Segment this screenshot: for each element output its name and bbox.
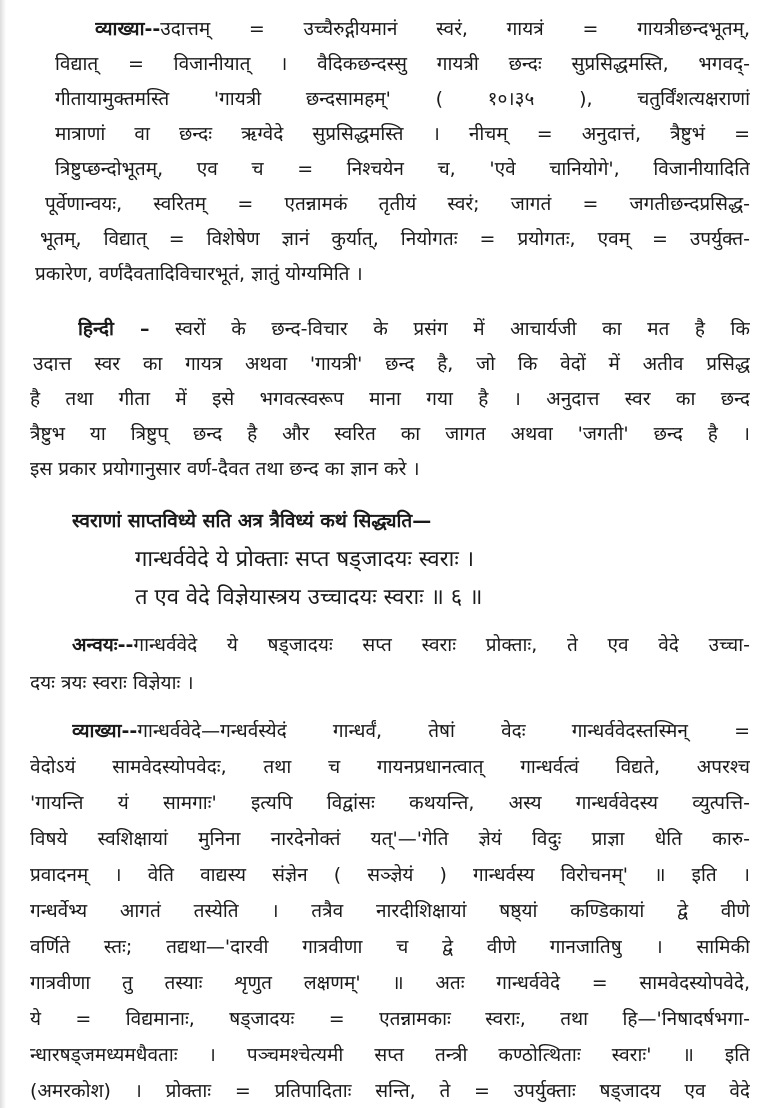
text-line: हिन्दी – स्वरों के छन्द-विचार के प्रसंग में आचार्यजी का मत है कि xyxy=(78,318,750,340)
text-line: प्रकारेण, वर्णदैवतादिविचारभूतं, ज्ञातुं योग्यमिति । xyxy=(35,263,363,285)
text-line: अन्वयः--गान्धर्ववेदे ये षड्जादयः सप्त स्वराः प्रोक्ताः, ते एव वेदे उच्चा- xyxy=(72,634,750,656)
text-line: वेदोऽयं सामवेदस्योपवेदः, तथा च गायनप्रधानत्वात् गान्धर्वत्वं विद्यते, अपरश्च xyxy=(30,756,750,778)
text-line: उदात्त स्वर का गायत्र अथवा 'गायत्री' छन्द है, जो कि वेदों में अतीव प्रसिद्ध xyxy=(33,353,750,375)
text-line: विद्यात् = विजानीयात् । वैदिकछन्दस्सु गायत्री छन्दः सुप्रसिद्धमस्ति, भगवद्- xyxy=(55,53,750,75)
section-label: व्याख्या-- xyxy=(95,18,161,40)
text-line: (अमरकोश) । प्रोक्ताः = प्रतिपादिताः सन्ति, ते = उपर्युक्ताः षड्जादय एव वेदे xyxy=(30,1080,750,1102)
text-line: व्याख्या--गान्धर्ववेदे—गन्धर्वस्येदं गान्धर्वं, तेषां वेदः गान्धर्ववेदस्तस्मिन् = xyxy=(72,720,750,742)
section-label: हिन्दी – xyxy=(78,318,150,340)
text-line: है तथा गीता में इसे भगवत्स्वरूप माना गया है । अनुदात्त स्वर का छन्द xyxy=(30,388,750,410)
text-line: प्रवादनम् । वेति वाद्यस्य संज्ञेन ( सञ्ज्ञेयं ) गान्धर्वस्य विरोचनम्' ॥ इति । xyxy=(30,864,750,886)
section-label: अन्वयः-- xyxy=(72,634,134,656)
verse-line: त एव वेदे विज्ञेयास्त्रय उच्चादयः स्वराः ॥ ६ ॥ xyxy=(135,585,483,610)
text-line: ये = विद्यमानाः, षड्जादयः = एतन्नामकाः स्वराः, तथा हि—'निषादर्षभगा- xyxy=(30,1008,750,1030)
text-line: इस प्रकार प्रयोगानुसार वर्ण-दैवत तथा छन्द का ज्ञान करे । xyxy=(30,458,420,480)
text-line: दयः त्रयः स्वराः विज्ञेयाः । xyxy=(30,672,194,694)
text-line: व्याख्या--उदात्तम् = उच्चैरुद्गीयमानं स्वरं, गायत्रं = गायत्रीछन्दभूतम्, xyxy=(95,18,750,40)
text-line: विषये स्वशिक्षायां मुनिना नारदेनोक्तं यत्'—'गेति ज्ञेयं विदुः प्राज्ञा धेति कारु- xyxy=(30,828,750,850)
text-line: त्रैष्टुभ या त्रिष्टुप् छन्द है और स्वरित का जागत अथवा 'जगती' छन्द है । xyxy=(30,423,750,445)
text-line: वर्णिते स्तः; तद्यथा—'दारवी गात्रवीणा च द्वे वीणे गानजातिषु । सामिकी xyxy=(30,936,750,958)
text-line: गात्रवीणा तु तस्याः शृणुत लक्षणम्' ॥ अतः गान्धर्ववेदे = सामवेदस्योपवेदे, xyxy=(30,972,750,994)
question-heading: स्वराणां साप्तविध्ये सति अत्र त्रैविध्यं कथं सिद्ध्यति— xyxy=(72,510,432,532)
text-line: पूर्वेणान्वयः, स्वरितम् = एतन्नामकं तृतीयं स्वरं; जागतं = जगतीछन्दप्रसिद्ध- xyxy=(45,193,750,215)
text-line: त्रिष्टुप्छन्दोभूतम्, एव च = निश्चयेन च, 'एवे चानियोगे', विजानीयादिति xyxy=(55,158,750,180)
text-line: भूतम्, विद्यात् = विशेषेण ज्ञानं कुर्यात्, नियोगतः = प्रयोगतः, एवम् = उपर्युक्त- xyxy=(40,228,750,250)
text-line: मात्राणां वा छन्दः ऋग्वेदे सुप्रसिद्धमस्ति । नीचम् = अनुदात्तं, त्रैष्टुभं = xyxy=(55,123,750,145)
verse-line: गान्धर्ववेदे ये प्रोक्ताः सप्त षड्जादयः स्वराः । xyxy=(135,547,475,572)
scan-edge xyxy=(0,0,6,1108)
section-label: व्याख्या-- xyxy=(72,720,138,742)
text-line: न्धारषड्जमध्यमधैवताः । पञ्चमश्चेत्यमी सप्त तन्त्री कण्ठोत्थिताः स्वराः' ॥ इति xyxy=(30,1044,750,1066)
text-line: गन्धर्वेभ्य आगतं तस्येति । तत्रैव नारदीशिक्षायां षष्ठ्यां कण्डिकायां द्वे वीणे xyxy=(30,900,750,922)
text-line: गीतायामुक्तमस्ति 'गायत्री छन्दसामहम्' ( १०।३५ ), चतुर्विंशत्यक्षराणां xyxy=(55,88,750,110)
text-line: 'गायन्ति यं सामगाः' इत्यपि विद्वांसः कथयन्ति, अस्य गान्धर्ववेदस्य व्युत्पत्ति- xyxy=(30,792,750,814)
